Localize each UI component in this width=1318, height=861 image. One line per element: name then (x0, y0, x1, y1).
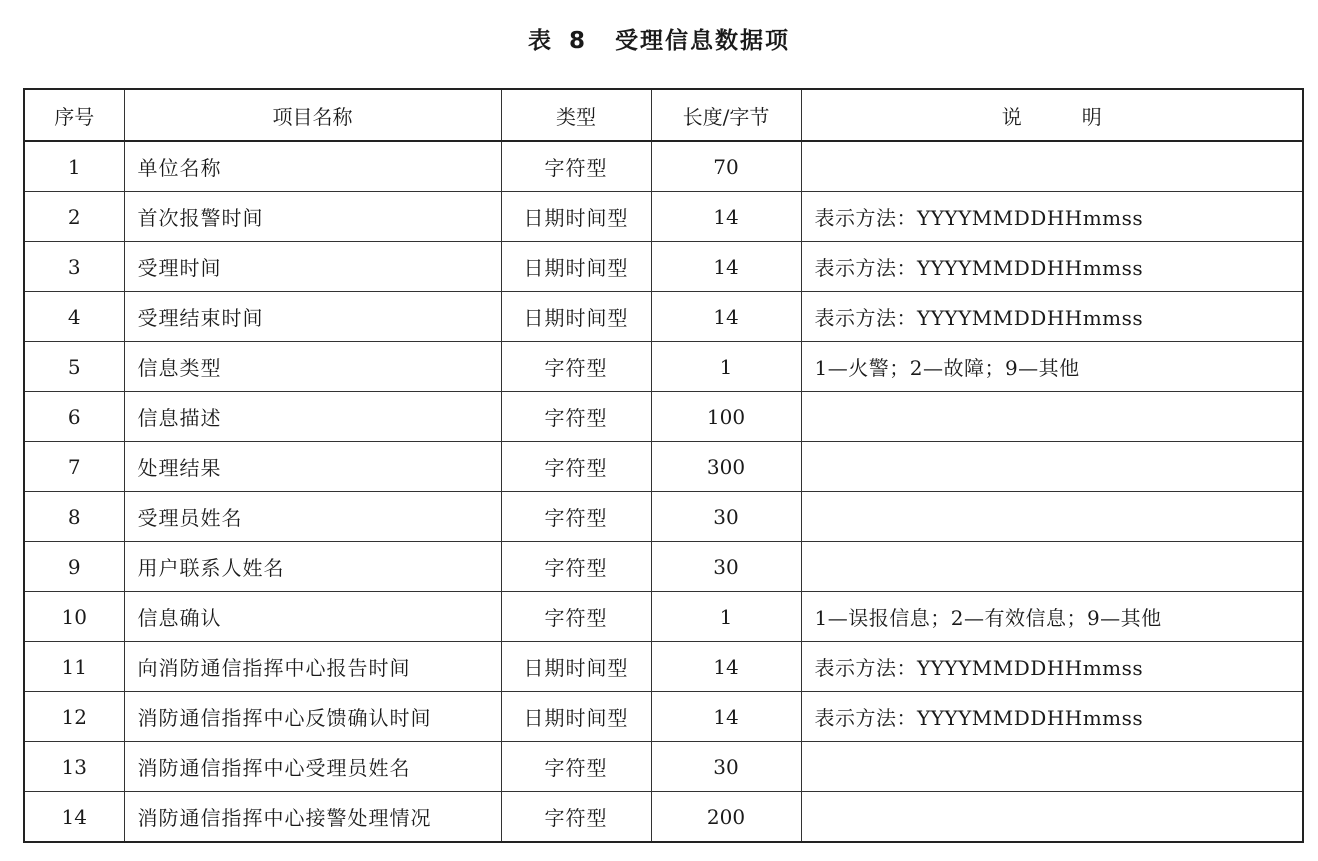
header-item-name: 项目名称 (124, 89, 501, 141)
table-row (24, 292, 1303, 342)
cell-length: 14 (651, 192, 801, 242)
cell-index: 1 (24, 141, 124, 192)
cell-index: 4 (24, 292, 124, 342)
cell-length: 14 (651, 242, 801, 292)
cell-type: 日期时间型 (501, 242, 651, 292)
cell-type: 字符型 (501, 392, 651, 442)
cell-description (801, 742, 1303, 792)
table-row (24, 542, 1303, 592)
cell-index: 2 (24, 192, 124, 242)
table-row (24, 492, 1303, 542)
cell-length: 1 (651, 342, 801, 392)
cell-length: 70 (651, 141, 801, 192)
cell-description: 表示方法：YYYYMMDDHHmmss (801, 292, 1303, 342)
header-index: 序号 (24, 89, 124, 141)
cell-type: 字符型 (501, 542, 651, 592)
table-row (24, 742, 1303, 792)
cell-index: 10 (24, 592, 124, 642)
table-row (24, 692, 1303, 742)
table-row (24, 642, 1303, 692)
cell-type: 字符型 (501, 492, 651, 542)
cell-item-name: 受理时间 (124, 242, 501, 292)
cell-description: 表示方法：YYYYMMDDHHmmss (801, 192, 1303, 242)
cell-type: 日期时间型 (501, 192, 651, 242)
cell-item-name: 受理员姓名 (124, 492, 501, 542)
cell-length: 14 (651, 692, 801, 742)
cell-description (801, 141, 1303, 192)
header-description: 说明 (801, 89, 1303, 141)
cell-length: 14 (651, 292, 801, 342)
cell-length: 200 (651, 792, 801, 843)
cell-item-name: 用户联系人姓名 (124, 542, 501, 592)
cell-description (801, 792, 1303, 843)
cell-description: 表示方法：YYYYMMDDHHmmss (801, 642, 1303, 692)
cell-type: 字符型 (501, 742, 651, 792)
cell-length: 30 (651, 742, 801, 792)
cell-index: 13 (24, 742, 124, 792)
cell-length: 30 (651, 492, 801, 542)
cell-length: 30 (651, 542, 801, 592)
table-row (24, 342, 1303, 392)
cell-index: 8 (24, 492, 124, 542)
table-row (24, 141, 1303, 192)
cell-type: 日期时间型 (501, 642, 651, 692)
cell-length: 100 (651, 392, 801, 442)
cell-description: 1—误报信息；2—有效信息；9—其他 (801, 592, 1303, 642)
cell-length: 1 (651, 592, 801, 642)
table-row (24, 192, 1303, 242)
caption-prefix: 表 (527, 28, 553, 54)
cell-item-name: 信息类型 (124, 342, 501, 392)
cell-length: 14 (651, 642, 801, 692)
table-row (24, 442, 1303, 492)
cell-length: 300 (651, 442, 801, 492)
caption-number: 8 (568, 28, 587, 54)
cell-index: 6 (24, 392, 124, 442)
cell-type: 字符型 (501, 442, 651, 492)
cell-type: 字符型 (501, 592, 651, 642)
cell-index: 12 (24, 692, 124, 742)
cell-type: 字符型 (501, 792, 651, 843)
cell-item-name: 处理结果 (124, 442, 501, 492)
cell-type: 字符型 (501, 342, 651, 392)
cell-index: 5 (24, 342, 124, 392)
cell-description (801, 392, 1303, 442)
cell-item-name: 受理结束时间 (124, 292, 501, 342)
header-type: 类型 (501, 89, 651, 141)
data-items-table (23, 88, 1304, 843)
table-row (24, 592, 1303, 642)
cell-description: 表示方法：YYYYMMDDHHmmss (801, 242, 1303, 292)
cell-index: 11 (24, 642, 124, 692)
cell-item-name: 单位名称 (124, 141, 501, 192)
cell-item-name: 信息描述 (124, 392, 501, 442)
cell-item-name: 向消防通信指挥中心报告时间 (124, 642, 501, 692)
cell-type: 字符型 (501, 141, 651, 192)
cell-description (801, 492, 1303, 542)
table-caption (0, 22, 1318, 55)
cell-description: 表示方法：YYYYMMDDHHmmss (801, 692, 1303, 742)
cell-item-name: 消防通信指挥中心反馈确认时间 (124, 692, 501, 742)
cell-index: 7 (24, 442, 124, 492)
cell-index: 9 (24, 542, 124, 592)
table-body (24, 141, 1303, 842)
cell-description (801, 542, 1303, 592)
table-header-row (24, 89, 1303, 141)
cell-type: 日期时间型 (501, 692, 651, 742)
cell-index: 14 (24, 792, 124, 843)
cell-type: 日期时间型 (501, 292, 651, 342)
cell-description: 1—火警；2—故障；9—其他 (801, 342, 1303, 392)
header-length: 长度/字节 (651, 89, 801, 141)
table-row (24, 792, 1303, 843)
cell-item-name: 消防通信指挥中心受理员姓名 (124, 742, 501, 792)
table-row (24, 242, 1303, 292)
cell-item-name: 消防通信指挥中心接警处理情况 (124, 792, 501, 843)
caption-text: 受理信息数据项 (615, 28, 791, 54)
cell-description (801, 442, 1303, 492)
table-row (24, 392, 1303, 442)
cell-index: 3 (24, 242, 124, 292)
cell-item-name: 信息确认 (124, 592, 501, 642)
cell-item-name: 首次报警时间 (124, 192, 501, 242)
